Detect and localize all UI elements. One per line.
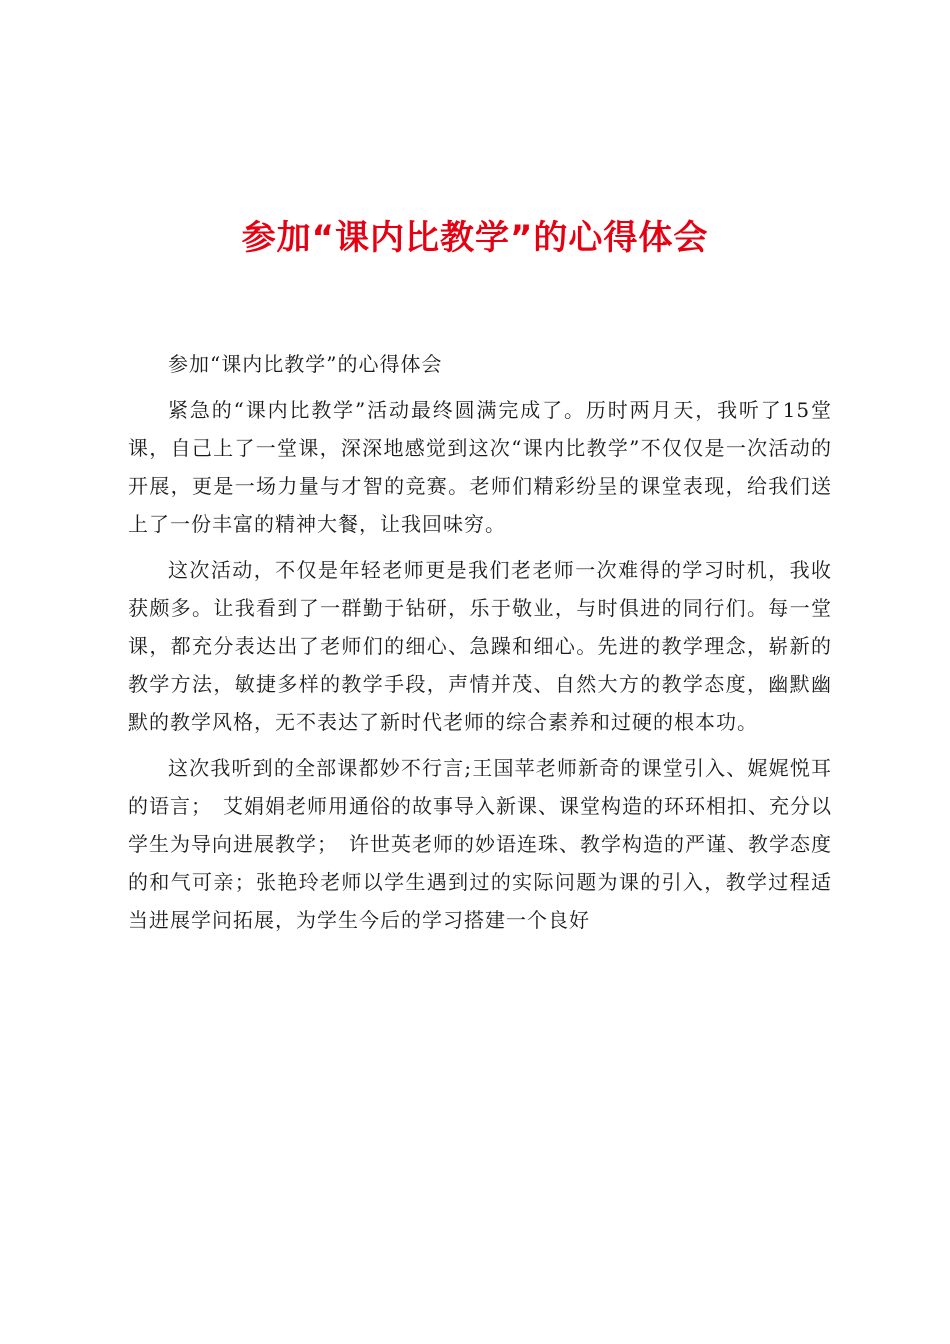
document-subtitle: 参加“课内比教学”的心得体会 bbox=[168, 352, 443, 376]
paragraph-1: 紧急的“课内比教学”活动最终圆满完成了。历时两月天，我听了15堂课，自己上了一堂课，深深地感觉到这次“课内比教学”不仅仅是一次活动的开展，更是一场力量与才智的竞赛。老师们精彩纷呈的课堂表现，给我们送上了一份丰富的精神大餐，让我回味穷。 bbox=[128, 398, 832, 536]
paragraph-3: 这次我听到的全部课都妙不行言;王国苹老师新奇的课堂引入、娓娓悦耳的语言； 艾娟娟老师用通俗的故事导入新课、课堂构造的环环相扣、充分以学生为导向进展教学； 许世英老师的妙语连珠、教学构造的严谨、教学态度的和气可亲；张艳玲老师以学生遇到过的实际问题为课的引入，教学过程适当进展学问拓展，为学生今后的学习搭建一个良好 bbox=[128, 756, 832, 932]
paragraph-2: 这次活动，不仅是年轻老师更是我们老老师一次难得的学习时机，我收获颇多。让我看到了一群勤于钻研，乐于敬业，与时俱进的同行们。每一堂课，都充分表达出了老师们的细心、急躁和细心。先进的教学理念，崭新的教学方法，敏捷多样的教学手段，声情并茂、自然大方的教学态度，幽默幽默的教学风格，无不表达了新时代老师的综合素养和过硬的根本功。 bbox=[128, 558, 832, 734]
document-title: 参加“课内比教学”的心得体会 bbox=[241, 218, 709, 258]
document-body bbox=[128, 346, 832, 939]
